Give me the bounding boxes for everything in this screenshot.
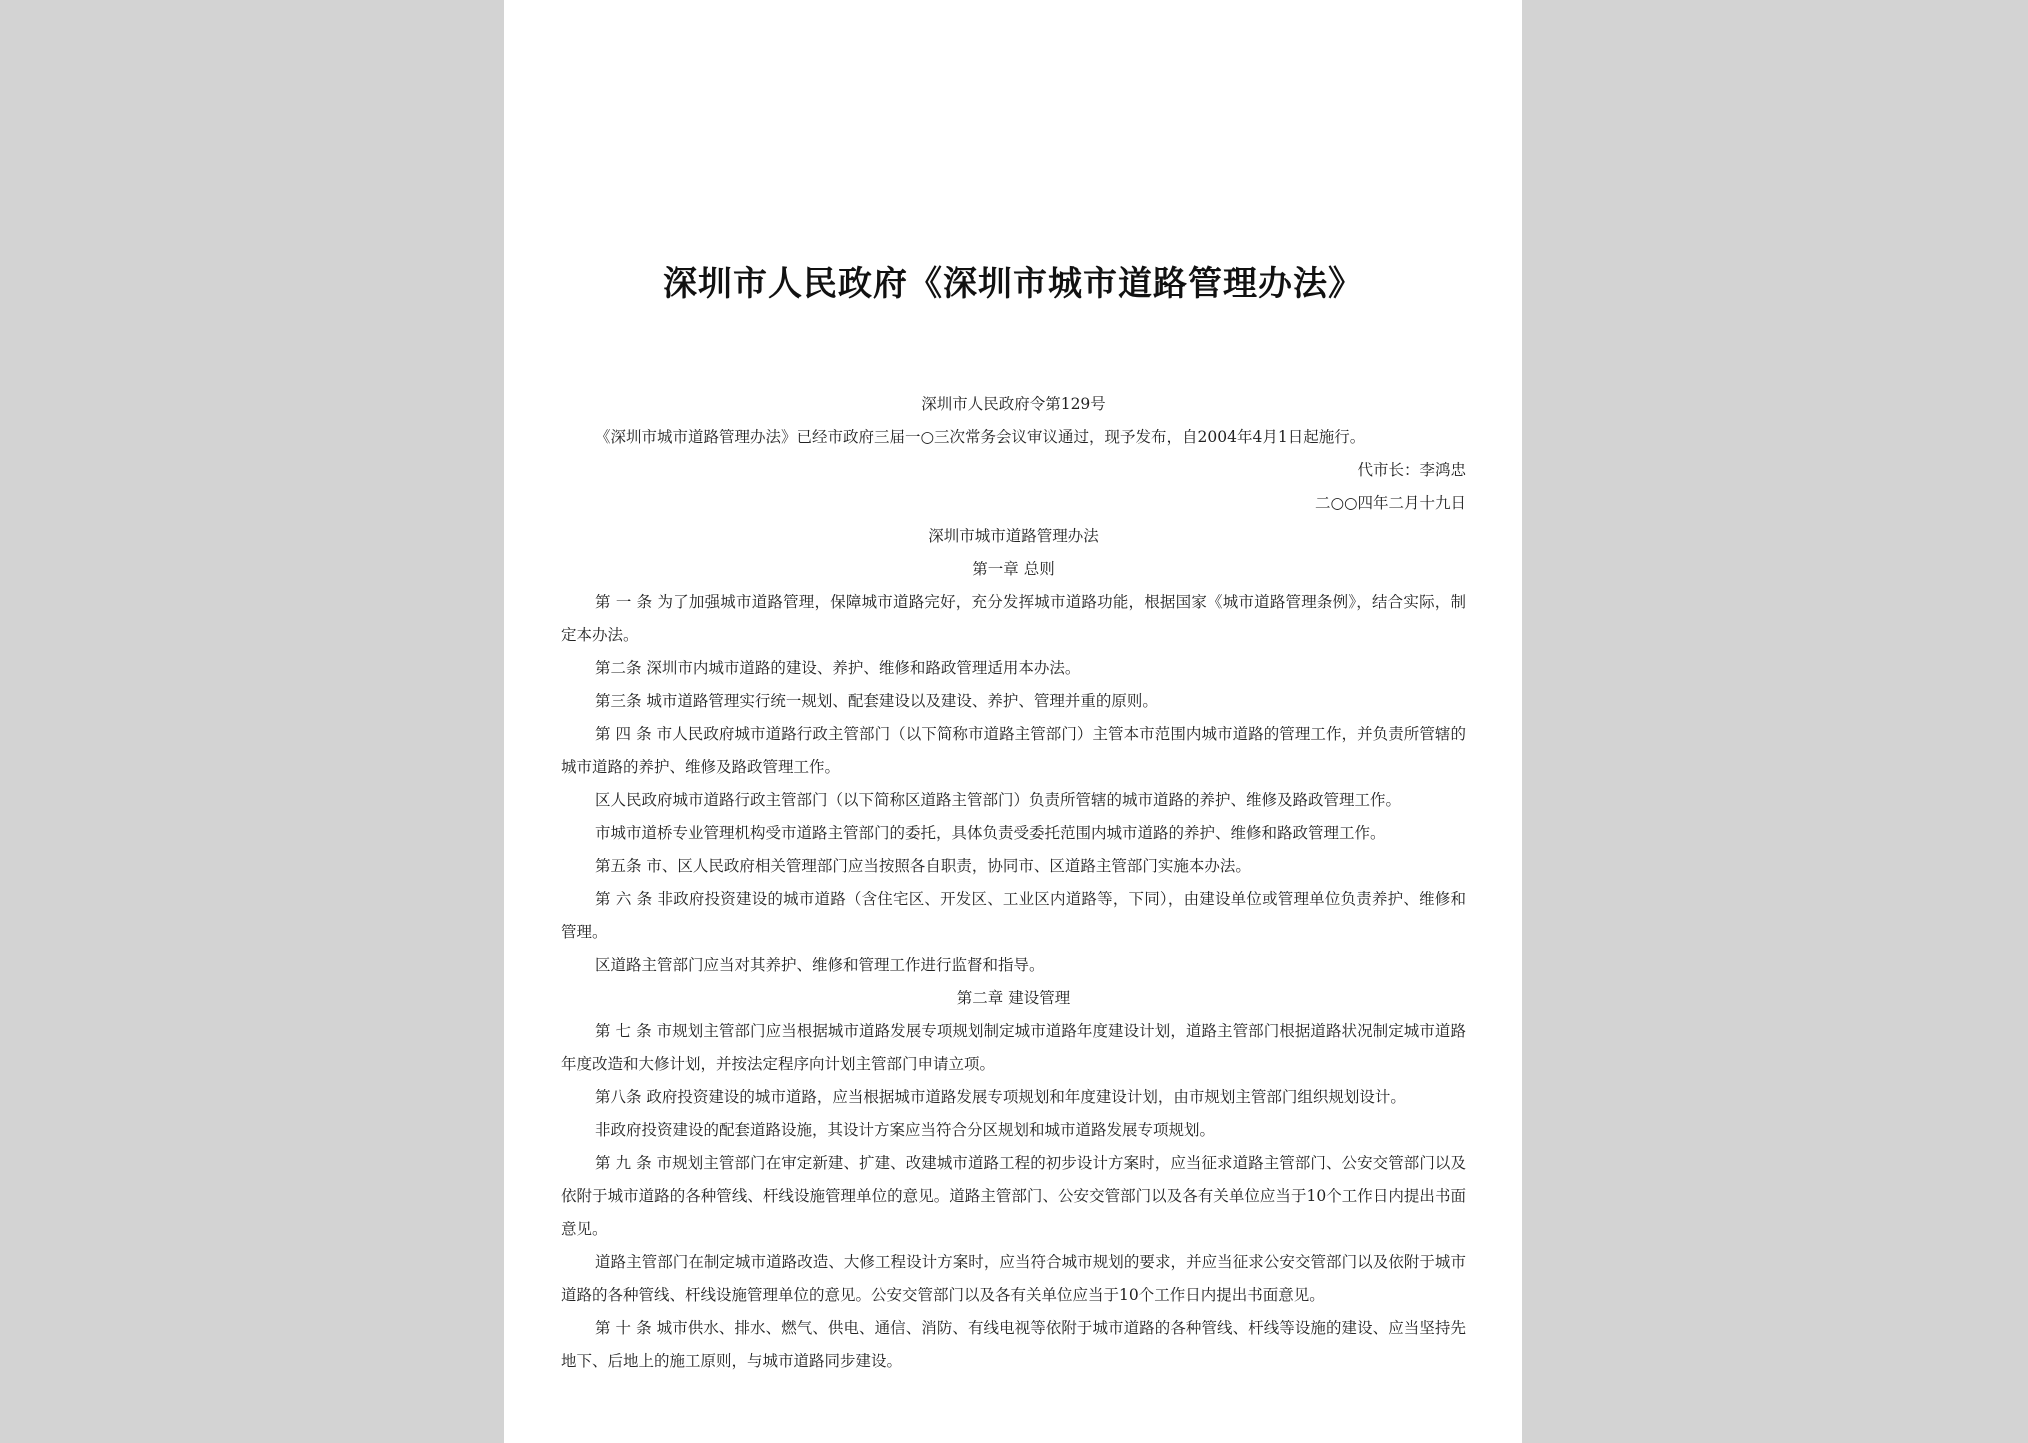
article-8-paragraph-2: 非政府投资建设的配套道路设施，其设计方案应当符合分区规划和城市道路发展专项规划。 [595,1121,1216,1139]
article-4-paragraph-3: 市城市道桥专业管理机构受市道路主管部门的委托，具体负责受委托范围内城市道路的养护、维修和路政管理工作。 [595,824,1386,842]
article-7: 第 七 条 市规划主管部门应当根据城市道路发展专项规划制定城市道路年度建设计划，道路主管部门根据道路状况制定城市道路年度改造和大修计划，并按法定程序向计划主管部门申请立项。 [561,1022,1466,1073]
article-6-paragraph-2: 区道路主管部门应当对其养护、维修和管理工作进行监督和指导。 [595,956,1045,974]
document-title: 深圳市人民政府《深圳市城市道路管理办法》 [663,264,1363,304]
article-4: 第 四 条 市人民政府城市道路行政主管部门（以下简称市道路主管部门）主管本市范围内城市道路的管理工作，并负责所管辖的城市道路的养护、维修及路政管理工作。 [561,725,1466,776]
announcement: 《深圳市城市道路管理办法》已经市政府三届一○三次常务会议审议通过，现予发布，自2004年4月1日起施行。 [595,428,1366,446]
article-10: 第 十 条 城市供水、排水、燃气、供电、通信、消防、有线电视等依附于城市道路的各种管线、杆线等设施的建设、应当坚持先地下、后地上的施工原则，与城市道路同步建设。 [561,1319,1466,1370]
order-number: 深圳市人民政府令第129号 [921,395,1106,413]
article-3: 第三条 城市道路管理实行统一规划、配套建设以及建设、养护、管理并重的原则。 [595,692,1158,710]
signatory: 代市长：李鸿忠 [1357,461,1466,479]
article-9-paragraph-2: 道路主管部门在制定城市道路改造、大修工程设计方案时，应当符合城市规划的要求，并应当征求公安交管部门以及依附于城市道路的各种管线、杆线设施管理单位的意见。公安交管部门以及各有关单位应当于10个工作日内提出书面意见。 [561,1253,1466,1304]
article-4-paragraph-2: 区人民政府城市道路行政主管部门（以下简称区道路主管部门）负责所管辖的城市道路的养护、维修及路政管理工作。 [595,791,1402,809]
article-1: 第 一 条 为了加强城市道路管理，保障城市道路完好，充分发挥城市道路功能，根据国家《城市道路管理条例》，结合实际，制定本办法。 [561,593,1466,644]
article-6: 第 六 条 非政府投资建设的城市道路（含住宅区、开发区、工业区内道路等，下同），由建设单位或管理单位负责养护、维修和管理。 [561,890,1466,941]
document-body [561,388,1466,1378]
law-title: 深圳市城市道路管理办法 [928,527,1099,545]
chapter-heading-1: 第一章 总则 [972,560,1055,578]
issue-date: 二○○四年二月十九日 [1314,494,1466,512]
article-8: 第八条 政府投资建设的城市道路，应当根据城市道路发展专项规划和年度建设计划，由市规划主管部门组织规划设计。 [595,1088,1406,1106]
article-2: 第二条 深圳市内城市道路的建设、养护、维修和路政管理适用本办法。 [595,659,1081,677]
article-5: 第五条 市、区人民政府相关管理部门应当按照各自职责，协同市、区道路主管部门实施本办法。 [595,857,1251,875]
chapter-heading-2: 第二章 建设管理 [956,989,1071,1007]
article-9: 第 九 条 市规划主管部门在审定新建、扩建、改建城市道路工程的初步设计方案时，应当征求道路主管部门、公安交管部门以及依附于城市道路的各种管线、杆线设施管理单位的意见。道路主管部门、公安交管部门以及各有关单位应当于10个工作日内提出书面意见。 [561,1154,1466,1238]
document-page [504,0,1522,1443]
